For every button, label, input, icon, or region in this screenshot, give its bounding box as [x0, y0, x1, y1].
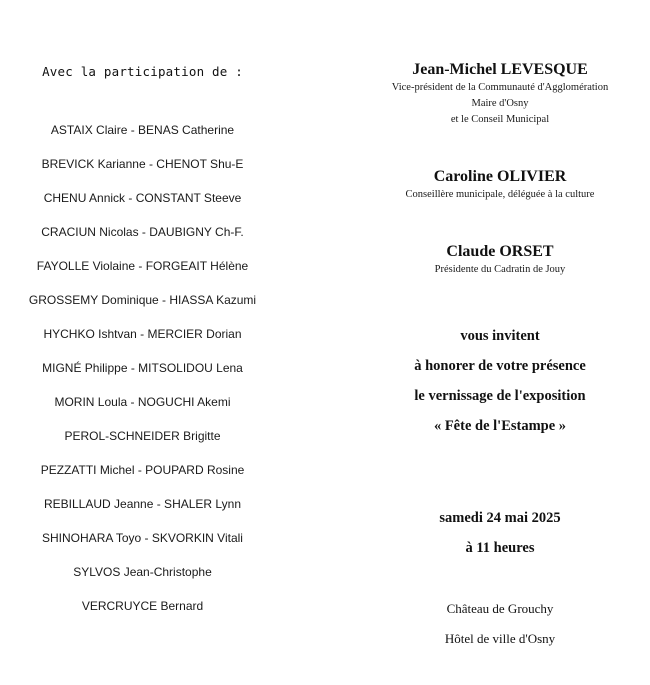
participant-line: VERCRUYCE Bernard [81, 599, 204, 613]
host-name: Claude ORSET [446, 243, 554, 260]
host-role: Vice-président de la Communauté d'Agglomération [391, 82, 609, 93]
participant-line: REBILLAUD Jeanne - SHALER Lynn [44, 497, 241, 511]
participant-line: PEZZATTI Michel - POUPARD Rosine [40, 463, 245, 477]
host-orset [350, 242, 650, 278]
event-time: à 11 heures [465, 540, 535, 556]
invitation-text [350, 321, 650, 441]
participant-line: FAYOLLE Violaine - FORGEAIT Hélène [36, 259, 249, 273]
participation-heading: Avec la participation de : [42, 64, 243, 79]
participant-line: ASTAIX Claire - BENAS Catherine [50, 123, 235, 137]
host-role: Maire d'Osny [471, 98, 529, 109]
host-levesque [350, 60, 650, 128]
participant-line: MORIN Loula - NOGUCHI Akemi [54, 395, 231, 409]
host-name: Caroline OLIVIER [433, 168, 567, 185]
host-name: Jean-Michel LEVESQUE [412, 61, 588, 78]
participant-line: MIGNÉ Philippe - MITSOLIDOU Lena [42, 361, 243, 375]
participant-line: SYLVOS Jean-Christophe [73, 565, 212, 579]
participants-list [0, 122, 285, 632]
participant-line: PEROL-SCHNEIDER Brigitte [64, 429, 221, 443]
invitation-line: vous invitent [460, 328, 540, 344]
exhibition-title: « Fête de l'Estampe » [433, 418, 567, 434]
host-olivier [350, 167, 650, 203]
event-datetime [350, 503, 650, 563]
host-role: Conseillère municipale, déléguée à la culture [405, 189, 595, 200]
participant-line: GROSSEMY Dominique - HIASSA Kazumi [28, 293, 257, 307]
participant-line: CHENU Annick - CONSTANT Steeve [43, 191, 242, 205]
invitation-line: le vernissage de l'exposition [414, 388, 586, 404]
participant-line: BREVICK Karianne - CHENOT Shu-E [41, 157, 244, 171]
host-role: Présidente du Cadratin de Jouy [434, 264, 566, 275]
participant-line: HYCHKO Ishtvan - MERCIER Dorian [43, 327, 242, 341]
venue-line: Château de Grouchy [446, 601, 554, 616]
invitation-line: à honorer de votre présence [414, 358, 586, 374]
event-venue [350, 594, 650, 654]
venue-line: Hôtel de ville d'Osny [444, 631, 556, 646]
host-role: et le Conseil Municipal [450, 114, 550, 125]
participant-line: SHINOHARA Toyo - SKVORKIN Vitali [42, 531, 243, 545]
participant-line: CRACIUN Nicolas - DAUBIGNY Ch-F. [41, 225, 244, 239]
event-date: samedi 24 mai 2025 [439, 510, 561, 526]
